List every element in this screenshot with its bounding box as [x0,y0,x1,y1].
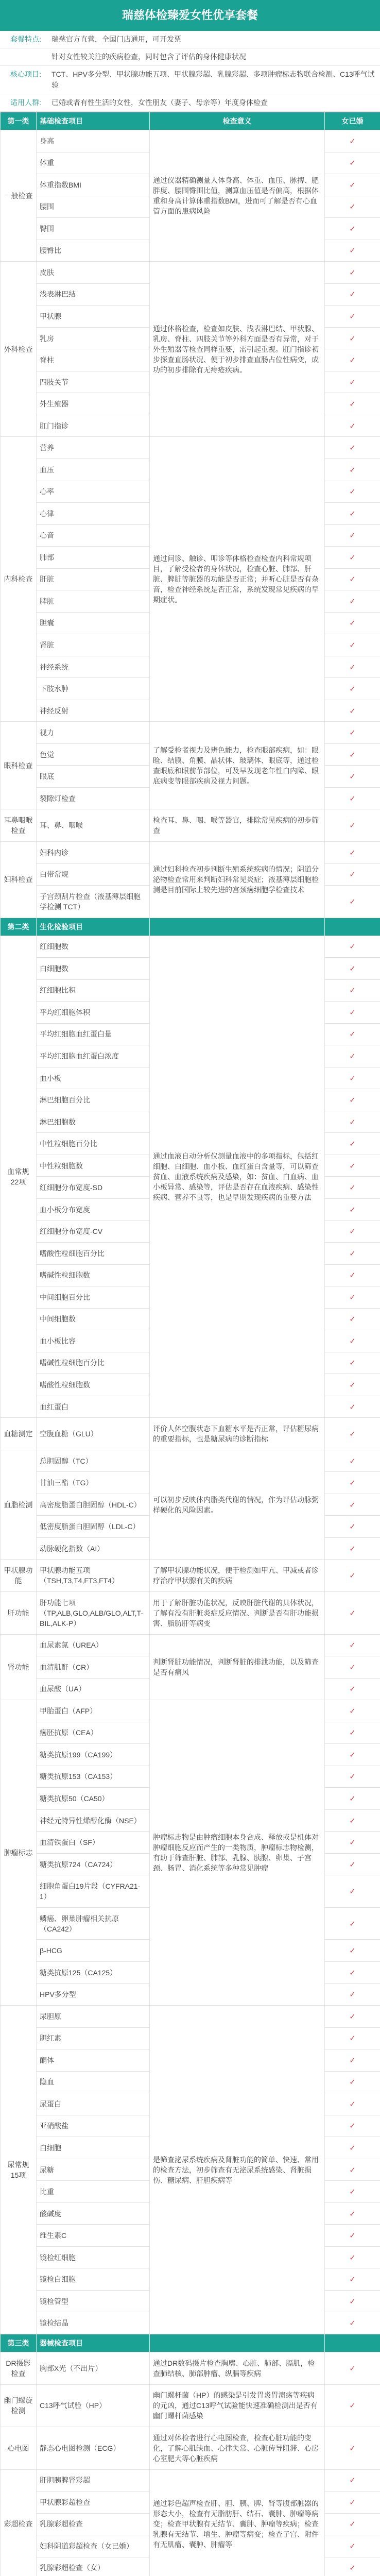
check-mark: ✓ [325,1155,380,1177]
item-name: 总胆固醇（TC） [37,1450,150,1472]
item-name: 肝脏 [37,568,150,590]
check-mark: ✓ [325,524,380,547]
section-col-target [325,918,380,936]
item-meaning: 用于了解肝脏功能状况，反映肝脏代谢的具体状况，了解有没有肝脏炎症反应情况、判断是否有肝功能损害、脂肪肝等病变 [150,1592,325,1635]
item-name: 甲状腺彩超检查 [37,2492,150,2514]
item-name: 镜检白细胞 [37,2268,150,2291]
check-mark: ✓ [325,1678,380,1700]
item-name: 神经元特异性烯醇化酶（NSE） [37,1809,150,1832]
check-mark: ✓ [325,656,380,678]
item-meaning: 了解甲状腺功能状况，便于检测如甲亢、甲减或者诊疗治疗甲状腺有关的疾病 [150,1560,325,1592]
item-name: 糖类抗原50（CA50） [37,1788,150,1810]
check-mark: ✓ [325,766,380,788]
item-name: 臀围 [37,218,150,240]
check-mark: ✓ [325,1700,380,1722]
check-mark: ✓ [325,2352,380,2385]
check-mark: ✓ [325,1045,380,1067]
item-name: 心音 [37,524,150,547]
group-name: 肾功能 [1,1634,37,1700]
item-name: 裂隙灯检查 [37,787,150,809]
item-name: 酮体 [37,2049,150,2072]
item-name: 尿胆原 [37,2006,150,2028]
item-name: 红细胞数 [37,936,150,958]
item-name: 白带常规 [37,863,150,886]
item-name: 中间细胞百分比 [37,1286,150,1309]
table-row [1,2006,380,2028]
item-name: 肺部 [37,547,150,569]
group-name: 血脂检测 [1,1450,37,1560]
section-header [1,918,380,936]
item-meaning: 是筛查泌尿系统疾病及肾脏功能的简单、快速、常用的检查方法，初步筛查有无泌尿系统感染、肾脏损伤、糖尿病、肝胆疾病等 [150,2006,325,2334]
section-number: 第二类 [1,918,37,936]
group-name: 彩超检查 [1,2469,37,2576]
check-mark: ✓ [325,1286,380,1309]
check-mark: ✓ [325,958,380,980]
check-mark: ✓ [325,1907,380,1940]
item-name: 维生素C [37,2225,150,2247]
item-name: 外生殖器 [37,393,150,415]
item-name: 心率 [37,481,150,503]
item-name: 体重指数BMI [37,174,150,196]
check-mark: ✓ [325,1198,380,1221]
item-name: 血清铁蛋白（SF） [37,1832,150,1854]
check-mark: ✓ [325,437,380,459]
info-row [0,94,380,112]
check-mark: ✓ [325,936,380,958]
section-number: 第一类 [1,112,37,130]
check-mark: ✓ [325,1940,380,1962]
check-mark: ✓ [325,349,380,371]
check-mark: ✓ [325,2384,380,2427]
item-name: 白细胞 [37,2137,150,2159]
check-mark: ✓ [325,1067,380,1089]
check-mark: ✓ [325,152,380,174]
check-mark: ✓ [325,2202,380,2225]
info-key: 套餐特点: [10,35,41,43]
check-mark: ✓ [325,2492,380,2514]
item-name: 妇科阴道彩超检查（女已婚） [37,2535,150,2557]
item-meaning: 通过体格检查，检查如皮肤、浅表淋巴结、甲状腺、乳房、脊柱、四肢关节等外科方面是否有异常，对于外生殖器等检查同样重要，需引起重视。肛门指诊初步探查直肠状况、便于初步排查直肠占位性病变，成功的初步排除有无痔疮疾病。 [150,262,325,437]
item-name: 高密度脂蛋白胆固醇（HDL-C） [37,1494,150,1516]
check-mark: ✓ [325,174,380,196]
item-name: 糖类抗原199（CA199） [37,1744,150,1766]
group-name: 尿常规15项 [1,2006,37,2334]
item-name: 中间细胞数 [37,1308,150,1330]
check-mark: ✓ [325,1560,380,1592]
group-name: 耳鼻咽喉检查 [1,809,37,842]
table-row [1,437,380,459]
item-name: 脊柱 [37,349,150,371]
group-name: 眼科检查 [1,722,37,809]
check-mark: ✓ [325,1133,380,1155]
check-mark: ✓ [325,218,380,240]
check-mark: ✓ [325,1308,380,1330]
item-meaning: 判断肾脏功能情况，判断肾脏的排泄功能，以及筛查是否有痛风 [150,1634,325,1700]
item-name: 胆红素 [37,2027,150,2049]
item-name: 尿糖 [37,2159,150,2181]
check-mark: ✓ [325,612,380,634]
check-mark: ✓ [325,743,380,766]
check-mark: ✓ [325,787,380,809]
check-mark: ✓ [325,1374,380,1396]
item-name: 鳞癌、卵巢肿瘤相关抗原（CA242） [37,1907,150,1940]
item-name: 耳、鼻、咽喉 [37,809,150,842]
item-name: 比重 [37,2181,150,2203]
item-name: 血小板 [37,1067,150,1089]
info-key: 适用人群: [10,98,41,107]
group-name: 血常规22项 [1,936,37,1418]
section-name: 生化检验项目 [37,918,150,936]
check-mark: ✓ [325,327,380,349]
check-mark: ✓ [325,2071,380,2093]
item-name: 淋巴细胞数 [37,1111,150,1133]
item-name: 嗜酸性粒细胞百分比 [37,1243,150,1265]
item-name: 嗜酸性粒细胞数 [37,1374,150,1396]
check-mark: ✓ [325,240,380,262]
check-mark: ✓ [325,886,380,918]
item-name: 镜检结晶 [37,2312,150,2334]
table-row [1,130,380,152]
item-name: 心律 [37,503,150,525]
table-row [1,722,380,744]
check-mark: ✓ [325,2268,380,2291]
info-row [0,31,380,48]
item-name: 四肢关节 [37,371,150,393]
check-mark: ✓ [325,2093,380,2115]
check-mark: ✓ [325,1537,380,1560]
check-mark: ✓ [325,1832,380,1854]
check-mark: ✓ [325,1472,380,1494]
section-name: 器械检查项目 [37,2334,150,2352]
check-mark: ✓ [325,1221,380,1243]
check-mark: ✓ [325,1089,380,1111]
table-row [1,2469,380,2492]
info-row [0,66,380,94]
info-key: 核心项目: [10,70,41,78]
check-mark: ✓ [325,700,380,722]
section-header [1,2334,380,2352]
item-name: 红细胞比积 [37,979,150,1002]
table-row [1,842,380,864]
check-mark: ✓ [325,196,380,218]
check-mark: ✓ [325,393,380,415]
check-mark: ✓ [325,1450,380,1472]
item-name: 动脉硬化指数（AI） [37,1537,150,1560]
check-mark: ✓ [325,2225,380,2247]
check-mark: ✓ [325,1516,380,1538]
check-mark: ✓ [325,1744,380,1766]
check-mark: ✓ [325,1418,380,1450]
check-mark: ✓ [325,2181,380,2203]
group-name: 幽门螺旋检测 [1,2384,37,2427]
check-mark: ✓ [325,634,380,656]
item-meaning: 通过血液自动分析仪测量血液中的多项指标，包括红细胞、白细胞、血小板、血红蛋白含量等，可以筛查贫血、血液系统疾病及感染，如：贫血、白血病、血小板异常、感染等，评估是否存在血液疾病、感染性疾病、营养不良等，也是早期发现疾病的重要方法 [150,936,325,1418]
check-mark: ✓ [325,1494,380,1516]
check-mark: ✓ [325,283,380,306]
item-name: 平均红细胞体积 [37,1002,150,1024]
item-name: 白细胞数 [37,958,150,980]
check-mark: ✓ [325,2246,380,2268]
check-mark: ✓ [325,722,380,744]
item-name: 血清肌酐（CR） [37,1656,150,1679]
group-name: 甲状腺功能 [1,1560,37,1592]
section-col-meaning [150,2334,325,2352]
item-meaning: 评价人体空腹状态下血糖水平是否正常，评估糖尿病的重要指标，也是糖尿病的诊断指标 [150,1418,325,1450]
check-mark: ✓ [325,2312,380,2334]
item-name: 空腹血糖（GLU） [37,1418,150,1450]
item-name: 镜检红细胞 [37,2246,150,2268]
check-mark: ✓ [325,262,380,284]
info-key [0,48,46,65]
item-meaning: 通过问诊、触诊、叩诊等体格检查检查内科常规项目，了解受检者的身体状况，检查心脏、肺部、肝脏、脾脏等脏器的功能是否正常；并听心脏是否有杂音，检查神经系统是否正常，系统发现常见疾病的早期症状。 [150,437,325,722]
item-name: 尿蛋白 [37,2093,150,2115]
check-mark: ✓ [325,2027,380,2049]
check-mark: ✓ [325,1984,380,2006]
check-mark: ✓ [325,503,380,525]
item-meaning: 了解受检者视力及辨色能力，检查眼部疾病，如：眼睑、结膜、角膜、晶状体、玻璃体、眼底等，通过检查眼底和眼前节部位，可及早发现老年性白内障、眼底病变等眼部疾病及视力问题。 [150,722,325,809]
item-meaning: 幽门螺杆菌（HP）的感染是引发胃炎胃溃疡等疾病的元凶，通过C13呼气试验能快速准确检测出是否有幽门螺杆菌感染 [150,2384,325,2427]
check-mark: ✓ [325,1766,380,1788]
item-name: 腰围 [37,196,150,218]
item-name: 视力 [37,722,150,744]
check-mark: ✓ [325,1352,380,1374]
item-meaning: 通过DR数码摄片检查胸廓、心脏、肺部、膈肌，检查肺结核、肺部肿瘤、纵膈等疾病 [150,2352,325,2385]
item-name: 体重 [37,152,150,174]
item-name: 甘油三酯（TG） [37,1472,150,1494]
item-name: 神经系统 [37,656,150,678]
check-mark: ✓ [325,459,380,481]
check-mark: ✓ [325,2290,380,2312]
section-col-target: 女已婚 [325,112,380,130]
section-name: 基础检查项目 [37,112,150,130]
check-mark: ✓ [325,1243,380,1265]
item-name: C13呼气试验（HP） [37,2384,150,2427]
item-name: 静态心电图检测（ECG） [37,2427,150,2470]
check-mark: ✓ [325,481,380,503]
item-name: 腰臀比 [37,240,150,262]
item-name: 皮肤 [37,262,150,284]
section-col-target [325,2334,380,2352]
item-name: 下肢水肿 [37,678,150,700]
item-name: 肛门指诊 [37,415,150,437]
check-mark: ✓ [325,2137,380,2159]
item-meaning: 通过对体检者进行心电图检查，检查心脏功能的变化，了解心肌缺血、心律失常、心脏传导阻滞、心房心室肥大等心脏疾病 [150,2427,325,2470]
item-name: 血尿素氮（UREA） [37,1634,150,1656]
check-mark: ✓ [325,979,380,1002]
item-name: 淋巴细胞百分比 [37,1089,150,1111]
section-col-meaning: 检查意义 [150,112,325,130]
item-name: 身高 [37,130,150,152]
item-name: 癌胚抗原（CEA） [37,1722,150,1744]
table-row [1,1560,380,1592]
item-name: 神经反射 [37,700,150,722]
check-mark: ✓ [325,306,380,328]
group-name: DR摄影检查 [1,2352,37,2385]
check-mark: ✓ [325,1264,380,1286]
check-mark: ✓ [325,1396,380,1418]
item-name: 血压 [37,459,150,481]
check-mark: ✓ [325,1788,380,1810]
item-name: 中性粒细胞数 [37,1155,150,1177]
check-mark: ✓ [325,547,380,569]
check-mark: ✓ [325,2535,380,2557]
check-mark: ✓ [325,590,380,613]
check-mark: ✓ [325,1002,380,1024]
check-mark: ✓ [325,2469,380,2492]
group-name: 心电图 [1,2427,37,2470]
item-name: 子宫颈刮片检查（液基薄层细胞学检测 TCT） [37,886,150,918]
section-col-meaning [150,918,325,936]
item-name: 色觉 [37,743,150,766]
table-row [1,2427,380,2470]
item-name: 乳腺彩超检查（女） [37,2557,150,2576]
check-mark: ✓ [325,1853,380,1875]
item-name: 甲状腺功能五项（TSH,T3,T4,FT3,FT4） [37,1560,150,1592]
section-header [1,112,380,130]
table-row [1,262,380,284]
item-name: 肝胆胰脾肾彩超 [37,2469,150,2492]
item-name: β-HCG [37,1940,150,1962]
item-name: 酸碱度 [37,2202,150,2225]
check-mark: ✓ [325,1330,380,1352]
item-name: 细胞角蛋白19片段（CYFRA21-1） [37,1875,150,1908]
check-mark: ✓ [325,1023,380,1045]
info-value: 针对女性较关注的疾病检查，同时包含了评估的身体健康状况 [51,53,246,61]
table-row [1,1700,380,1722]
item-meaning: 肿瘤标志物是由肿瘤细胞本身合成、释放或是机体对肿瘤细胞反应而产生的一类物质，肿瘤标志物检测，有助于筛查肝脏、肺部、乳腺、胰腺、卵巢、子宫颈、肠胃、消化系统等多种常见肿瘤 [150,1700,325,2006]
table-row [1,809,380,842]
item-name: 肾脏 [37,634,150,656]
item-meaning: 通过彩色超声检查肝、胆、胰、脾、肾等腹部脏器的形态大小，检查有无脂肪肝、结石、囊肿、肿瘤等病变；检查甲状腺有无结节、囊肿、肿瘤等疾病；检查乳腺有无结节、增生、肿瘤等病变；检查子宫、附件有无肌瘤、囊肿、肿瘤等 [150,2469,325,2576]
package-info [0,31,380,112]
check-mark: ✓ [325,842,380,864]
table-row [1,1450,380,1472]
table-row [1,1418,380,1450]
group-name: 血糖测定 [1,1418,37,1450]
section-number: 第三类 [1,2334,37,2352]
group-name: 妇科检查 [1,842,37,918]
item-name: 平均红细胞血红蛋白浓度 [37,1045,150,1067]
item-name: 血小板比容 [37,1330,150,1352]
table-row [1,2352,380,2385]
item-name: 红细胞分布宽度-CV [37,1221,150,1243]
item-name: 眼底 [37,766,150,788]
check-mark: ✓ [325,1875,380,1908]
table-row [1,936,380,958]
info-value: 瑞慈官方直营，全国门店通用，可开发票 [51,35,181,43]
table-row [1,1592,380,1635]
item-name: 妇科内诊 [37,842,150,864]
check-mark: ✓ [325,1809,380,1832]
check-mark: ✓ [325,2557,380,2576]
item-name: 嗜碱性粒细胞数 [37,1264,150,1286]
exam-table [0,112,380,2576]
item-name: 乳腺彩超检查 [37,2513,150,2535]
item-name: 胸部X光（不出片） [37,2352,150,2385]
item-name: 营养 [37,437,150,459]
item-meaning: 可以初步反映体内脂类代谢的情况，作为评估动脉粥样硬化的风险因素。 [150,1450,325,1560]
check-mark: ✓ [325,2427,380,2470]
item-name: HPV多分型 [37,1984,150,2006]
item-name: 血红蛋白 [37,1396,150,1418]
group-name: 肝功能 [1,1592,37,1635]
item-name: 低密度脂蛋白胆固醇（LDL-C） [37,1516,150,1538]
item-name: 红细胞分布宽度-SD [37,1177,150,1199]
item-meaning: 通过仪器精确测量人体身高、体重、血压、脉搏、肥胖度、腰围臀围比值，测算血压值是否偏高，根据体重和身高计算体重指数BMI，进而可了解是否有心血管方面的患病风险 [150,130,325,262]
item-name: 甲状腺 [37,306,150,328]
item-name: 中性粒细胞百分比 [37,1133,150,1155]
group-name: 外科检查 [1,262,37,437]
check-mark: ✓ [325,130,380,152]
item-name: 胆囊 [37,612,150,634]
info-value: 已婚或者有性生活的女性，女性朋友（妻子、母亲等）年度身体检查 [51,98,268,107]
check-mark: ✓ [325,678,380,700]
check-mark: ✓ [325,1111,380,1133]
check-mark: ✓ [325,1634,380,1656]
item-name: 浅表淋巴结 [37,283,150,306]
check-mark: ✓ [325,2006,380,2028]
check-mark: ✓ [325,2115,380,2137]
item-name: 亚硝酸盐 [37,2115,150,2137]
check-mark: ✓ [325,2513,380,2535]
check-mark: ✓ [325,863,380,886]
check-mark: ✓ [325,1961,380,1984]
check-mark: ✓ [325,1592,380,1635]
check-mark: ✓ [325,1177,380,1199]
table-row [1,1634,380,1656]
check-mark: ✓ [325,809,380,842]
info-value: TCT、HPV多分型、甲状腺功能五项、甲状腺彩超、乳腺彩超、多项肿瘤标志物联合检测、C13呼气试验 [51,70,375,89]
check-mark: ✓ [325,1722,380,1744]
item-name: 血尿酸（UA） [37,1678,150,1700]
info-row [0,48,380,66]
item-name: 糖类抗原125（CA125） [37,1961,150,1984]
item-name: 脾脏 [37,590,150,613]
table-row [1,2384,380,2427]
check-mark: ✓ [325,1656,380,1679]
item-name: 血小板分布宽度 [37,1198,150,1221]
check-mark: ✓ [325,2159,380,2181]
item-name: 嗜碱性粒细胞百分比 [37,1352,150,1374]
item-name: 糖类抗原724（CA724） [37,1853,150,1875]
item-name: 乳房 [37,327,150,349]
check-mark: ✓ [325,568,380,590]
item-name: 糖类抗原153（CA153） [37,1766,150,1788]
group-name: 肿瘤标志 [1,1700,37,2006]
check-mark: ✓ [325,415,380,437]
item-name: 肝功能七项（TP,ALB,GLO,ALB/GLO,ALT,T-BIL,ALK-P） [37,1592,150,1635]
item-meaning: 通过妇科检查初步判断生殖系统疾病的情况；阴道分泌物检查常用来判断妇科常见炎症；液基薄层细胞检测是目前国际上较先进的宫颈癌细胞学检查技术 [150,842,325,918]
check-mark: ✓ [325,2049,380,2072]
item-name: 甲胎蛋白（AFP） [37,1700,150,1722]
item-meaning: 检查耳、鼻、咽、喉等器官，排除常见疾病的初步筛查 [150,809,325,842]
group-name: 一般检查 [1,130,37,262]
item-name: 隐血 [37,2071,150,2093]
group-name: 内科检查 [1,437,37,722]
check-mark: ✓ [325,371,380,393]
item-name: 平均红细胞血红蛋白量 [37,1023,150,1045]
item-name: 镜检管型 [37,2290,150,2312]
page-title: 瑞慈体检臻爱女性优享套餐 [0,0,380,31]
